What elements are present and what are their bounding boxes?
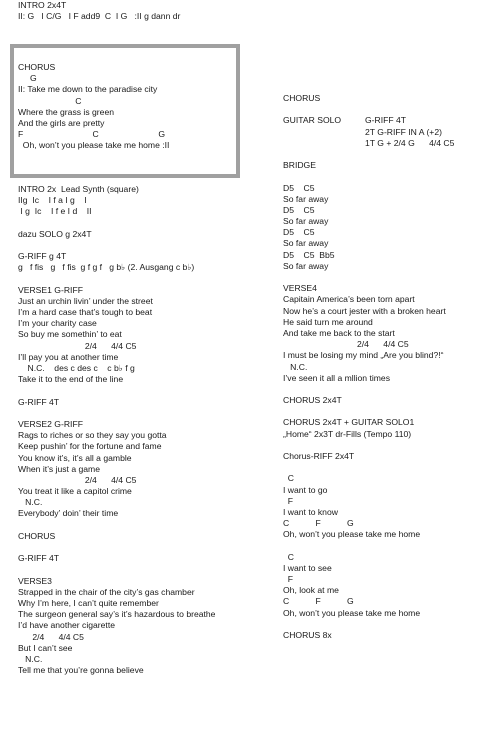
- chorus-line: C: [18, 95, 82, 106]
- lyric-line: C: [283, 551, 294, 562]
- left-main-section: [18, 184, 273, 676]
- right-top-section: [283, 93, 475, 115]
- lyric-line: And take me back to the start: [283, 327, 395, 338]
- lyric-line: C: [283, 473, 294, 484]
- lyric-line: IIg Ic I f a I g I: [18, 195, 87, 206]
- lyric-line: CHORUS 8x: [283, 630, 332, 640]
- spacer: [283, 272, 475, 283]
- chorus-line: Oh, won’t you please take me home :II: [18, 140, 170, 151]
- lyric-line: CHORUS 2x4T: [283, 395, 342, 406]
- lyric-line: I g Ic I f e I d II: [18, 206, 92, 217]
- lyric-line: But I can’t see: [18, 642, 73, 653]
- lyric-line: So far away: [283, 216, 329, 227]
- lyric-line: Strapped in the chair of the city’s gas chamber: [18, 586, 195, 597]
- lyric-line: D5 C5 Bb5: [283, 249, 335, 260]
- spacer: [283, 406, 475, 417]
- lyric-line: I’m your charity case: [18, 318, 97, 329]
- lyric-line: Why I’m here, I can’t quite remember: [18, 597, 159, 608]
- lyric-line: Capitain America’s been torn apart: [283, 294, 415, 305]
- lyric-line: INTRO 2x Lead Synth (square): [18, 184, 139, 194]
- chorus-line: G: [18, 73, 37, 84]
- lyric-line: N.C.: [18, 653, 43, 664]
- lyric-line: When it’s just a game: [18, 463, 100, 474]
- spacer: [18, 520, 273, 531]
- lyric-line: N.C.: [18, 497, 43, 508]
- lyric-line: N.C.: [283, 361, 308, 372]
- lyric-line: D5 C5: [283, 227, 315, 238]
- lyric-line: Tell me that you’re gonna believe: [18, 665, 144, 676]
- lyric-line: F: [283, 495, 294, 506]
- guitar-solo-line: G-RIFF 4T: [365, 115, 407, 126]
- guitar-solo-line: 2T G-RIFF IN A (+2): [365, 126, 442, 137]
- lyric-line: Take it to the end of the line: [18, 374, 124, 385]
- spacer: [18, 385, 273, 396]
- chorus-line: CHORUS: [18, 62, 56, 72]
- spacer: [283, 384, 475, 395]
- lyric-line: Oh, look at me: [283, 585, 339, 596]
- lyric-line: You know it’s, it’s all a gamble: [18, 452, 132, 463]
- lyric-line: g f fis g f fis g f g f g b♭ (2. Ausgang c b♭): [18, 262, 195, 273]
- guitar-solo-label: GUITAR SOLO: [283, 115, 342, 126]
- spacer: [18, 274, 273, 285]
- intro-section: [18, 0, 268, 22]
- lyric-line: 2/4 4/4 C5: [283, 339, 409, 350]
- lyric-line: dazu SOLO g 2x4T: [18, 228, 92, 239]
- spacer: [283, 171, 475, 182]
- lyric-line: I’m a hard case that’s tough to beat: [18, 307, 153, 318]
- guitar-solo-line: 1T G + 2/4 G 4/4 C5: [365, 137, 455, 148]
- spacer: [283, 104, 475, 115]
- lyric-line: F: [283, 574, 294, 585]
- spacer: [283, 541, 475, 552]
- lyric-line: Now he’s a court jester with a broken heart: [283, 305, 446, 316]
- lyric-line: Oh, won’t you please take me home: [283, 529, 421, 540]
- spacer: [283, 440, 475, 451]
- lyric-line: C F G: [283, 518, 354, 529]
- spacer: [283, 619, 475, 630]
- lyric-line: Oh, won’t you please take me home: [283, 607, 421, 618]
- lyric-line: 2/4 4/4 C5: [18, 340, 137, 351]
- spacer: [18, 218, 273, 229]
- lyric-line: Just an urchin livin’ under the street: [18, 295, 153, 306]
- chorus-line: II: Take me down to the paradise city: [18, 84, 158, 95]
- lyric-line: D5 C5: [283, 182, 315, 193]
- lyric-line: G-RIFF g 4T: [18, 251, 67, 262]
- lyric-line: CHORUS: [18, 530, 56, 541]
- chorus-text: [18, 62, 233, 152]
- spacer: [283, 462, 475, 473]
- lyric-line: G-RIFF 4T: [18, 553, 60, 564]
- lyric-line: CHORUS 2x4T + GUITAR SOLO1: [283, 417, 415, 428]
- lyric-line: I’ve seen it all a mllion times: [283, 372, 390, 383]
- lyric-line: 2/4 4/4 C5: [18, 474, 137, 485]
- lyric-line: VERSE2 G-RIFF: [18, 418, 83, 429]
- right-main-section: [283, 160, 475, 641]
- lyric-line: Rags to riches or so they say you gotta: [18, 430, 167, 441]
- lyric-line: VERSE3: [18, 575, 52, 586]
- lyric-line: You treat it like a capitol crime: [18, 486, 132, 497]
- guitar-solo-lines: [365, 115, 454, 149]
- lyric-line: C F G: [283, 596, 354, 607]
- lyric-line: So buy me somethin’ to eat: [18, 329, 122, 340]
- lyric-line: Keep pushin’ for the fortune and fame: [18, 441, 162, 452]
- lyric-line: BRIDGE: [283, 160, 316, 171]
- lyric-line: I want to go: [283, 484, 328, 495]
- lyric-line: Everybody’ doin’ their time: [18, 508, 119, 519]
- lyric-line: I’ll pay you at another time: [18, 351, 119, 362]
- lyric-line: D5 C5: [283, 204, 315, 215]
- right-column: [283, 93, 475, 641]
- chorus-line: And the girls are pretty: [18, 117, 105, 128]
- lyric-line: VERSE1 G-RIFF: [18, 284, 83, 295]
- lyric-line: I want to know: [283, 506, 338, 517]
- guitar-solo-block: [283, 115, 475, 149]
- spacer: [18, 408, 273, 419]
- lyric-line: He said turn me around: [283, 316, 373, 327]
- lyric-line: I’d have another cigarette: [18, 620, 115, 631]
- lyric-line: G-RIFF 4T: [18, 396, 60, 407]
- section-line: CHORUS: [283, 93, 321, 103]
- lyric-line: N.C. des c des c c b♭ f g: [18, 363, 135, 373]
- spacer: [18, 240, 273, 251]
- chorus-line: F C G: [18, 129, 166, 140]
- lyric-line: So far away: [283, 193, 329, 204]
- intro-line: INTRO 2x4T: [18, 0, 67, 10]
- left-column: [18, 0, 268, 22]
- spacer: [18, 564, 273, 575]
- lyric-line: So far away: [283, 260, 329, 271]
- lyric-line: So far away: [283, 238, 329, 249]
- intro-line: II: G I C/G I F add9 C I G :II g dann dr: [18, 11, 181, 22]
- lyric-line: The surgeon general say’s it’s hazardous to breathe: [18, 609, 216, 620]
- lyric-line: „Home“ 2x3T dr-Fills (Tempo 110): [283, 428, 412, 439]
- spacer: [18, 542, 273, 553]
- lyric-line: Chorus-RIFF 2x4T: [283, 451, 355, 461]
- lyric-line: 2/4 4/4 C5: [18, 631, 84, 642]
- lyric-line: I want to see: [283, 562, 332, 573]
- lyric-line: VERSE4: [283, 283, 317, 294]
- lyric-line: I must be losing my mind „Are you blind?!“: [283, 350, 444, 361]
- chorus-line: Where the grass is green: [18, 106, 115, 117]
